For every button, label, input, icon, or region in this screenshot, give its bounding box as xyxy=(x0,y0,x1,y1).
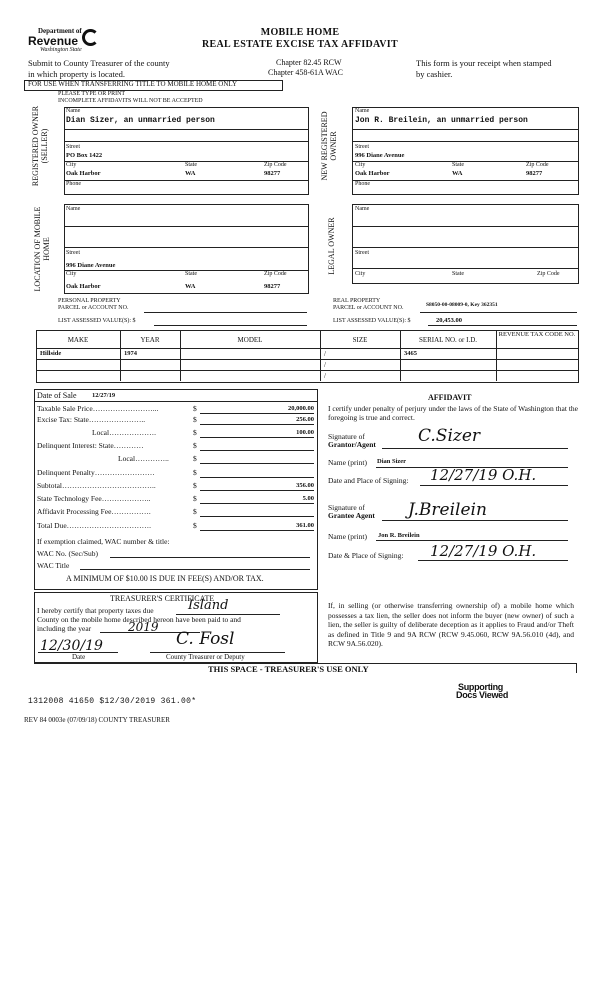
sale-row-label: Taxable Sale Price……………………... xyxy=(37,404,159,413)
legal-city-label: City xyxy=(355,271,366,277)
th-size: SIZE xyxy=(352,336,368,344)
grantee-signature: J.Breilein xyxy=(408,500,487,520)
logo-department-text: Department of xyxy=(38,27,82,35)
seller-city-label: City xyxy=(66,162,77,168)
buyer-name-label: Name xyxy=(355,108,370,114)
sale-row-label: Local………………. xyxy=(92,428,156,437)
incomplete-notice: INCOMPLETE AFFIDAVITS WILL NOT BE ACCEPTED xyxy=(58,98,203,104)
buyer-state-value: WA xyxy=(452,170,463,177)
sale-row-value: 5.00 xyxy=(302,495,314,502)
grantee-sig-label-2: Grantee Agent xyxy=(328,511,375,520)
location-street-value: 996 Diane Avenue xyxy=(66,262,116,269)
real-assessed-value: 20,453.00 xyxy=(436,317,462,324)
supporting-docs-stamp-2: Docs Viewed xyxy=(456,690,509,700)
sale-row-currency: $ xyxy=(193,404,197,413)
th-model: MODEL xyxy=(237,336,263,344)
sale-row-label: Subtotal……………………………….. xyxy=(37,481,156,490)
grantor-sig-label-1: Signature of xyxy=(328,432,365,441)
seller-state-label: State xyxy=(185,162,197,168)
submit-line-2: in which property is located. xyxy=(28,69,126,79)
treasurer-line-3: including the year xyxy=(37,624,92,633)
buyer-side-label: NEW REGISTERED OWNER xyxy=(320,111,338,181)
buyer-city-value: Oak Harbor xyxy=(355,170,390,177)
legal-street-label: Street xyxy=(355,250,369,256)
treasurer-use-only: THIS SPACE - TREASURER'S USE ONLY xyxy=(208,664,369,674)
seller-phone-label: Phone xyxy=(66,181,81,187)
grantor-date-label: Date and Place of Signing: xyxy=(328,476,409,485)
sale-row-value: 256.00 xyxy=(296,416,314,423)
cell-year: 1974 xyxy=(124,350,137,357)
location-state-label: State xyxy=(185,271,197,277)
sale-row-currency: $ xyxy=(193,494,197,503)
buyer-state-label: State xyxy=(452,162,464,168)
seller-street-value: PO Box 1422 xyxy=(66,152,103,159)
date-of-sale-label: Date of Sale xyxy=(37,391,77,400)
legal-zip-label: Zip Code xyxy=(537,271,560,277)
grantor-sig-label-2: Grantor/Agent xyxy=(328,440,376,449)
logo-swoosh-icon xyxy=(82,29,99,46)
treasurer-deputy-label: County Treasurer or Deputy xyxy=(166,653,245,661)
wac-title-label: WAC Title xyxy=(37,561,70,570)
legal-state-label: State xyxy=(452,271,464,277)
sale-row-currency: $ xyxy=(193,481,197,490)
seller-state-value: WA xyxy=(185,170,196,177)
form-title-2: REAL ESTATE EXCISE TAX AFFIDAVIT xyxy=(202,39,398,50)
legal-owner-side-label: LEGAL OWNER xyxy=(327,217,336,275)
grantee-date-label: Date & Place of Signing: xyxy=(328,551,404,560)
transfer-notice: FOR USE WHEN TRANSFERRING TITLE TO MOBILE HOME ONLY xyxy=(28,80,238,88)
grantee-date-place: 12/27/19 O.H. xyxy=(430,542,537,560)
seller-zip-label: Zip Code xyxy=(264,162,287,168)
grantor-name-label: Name (print) xyxy=(328,458,367,467)
real-assessed-label: LIST ASSESSED VALUE(S): $ xyxy=(333,318,411,324)
affidavit-title: AFFIDAVIT xyxy=(428,393,472,402)
grantee-sig-label-1: Signature of xyxy=(328,503,365,512)
sale-row-label: Excise Tax: State………………….. xyxy=(37,415,146,424)
sale-row-currency: $ xyxy=(193,507,197,516)
treasurer-line-1: I hereby certify that property taxes due xyxy=(37,606,154,615)
location-box xyxy=(64,204,309,294)
sale-row-label: Affidavit Processing Fee……………. xyxy=(37,507,151,516)
treasurer-year-hw: 2019 xyxy=(128,620,159,634)
grantee-name-label: Name (print) xyxy=(328,532,367,541)
date-of-sale-value: 12/27/19 xyxy=(92,392,116,399)
cashier-stamp: 1312008 41650 $12/30/2019 361.00* xyxy=(28,697,197,706)
seller-zip-value: 98277 xyxy=(264,170,281,177)
cell-size-sep-2: / xyxy=(324,361,326,369)
buyer-phone-label: Phone xyxy=(355,181,370,187)
treasurer-line-2: County on the mobile home described hereon have been paid to and xyxy=(37,615,241,624)
location-state-value: WA xyxy=(185,283,196,290)
location-city-label: City xyxy=(66,271,77,277)
location-name-label: Name xyxy=(66,206,81,212)
submit-line-1: Submit to County Treasurer of the county xyxy=(28,58,170,68)
sale-row-currency: $ xyxy=(193,441,197,450)
treasurer-title: TREASURER'S CERTIFICATE xyxy=(110,594,215,603)
th-year: YEAR xyxy=(140,336,160,344)
grantor-signature: C.Sizer xyxy=(418,426,481,446)
treasurer-signature: C. Fosl xyxy=(176,629,235,649)
personal-assessed-label: LIST ASSESSED VALUE(S): $ xyxy=(58,318,136,324)
location-city-value: Oak Harbor xyxy=(66,283,101,290)
grantee-name-value: Jon R. Breilein xyxy=(378,532,420,539)
chapter-wac: Chapter 458-61A WAC xyxy=(268,68,343,77)
sale-row-label: Local………….. xyxy=(118,454,169,463)
logo-revenue-text: Revenue xyxy=(28,34,79,48)
minimum-notice: A MINIMUM OF $10.00 IS DUE IN FEE(S) AND/OR TAX. xyxy=(66,574,264,583)
wac-no-label: WAC No. (Sec/Sub) xyxy=(37,549,99,558)
location-street-label: Street xyxy=(66,250,80,256)
real-parcel-value: S8050-00-08009-0, Key 362351 xyxy=(426,302,498,308)
exemption-label: If exemption claimed, WAC number & title: xyxy=(37,537,170,546)
buyer-street-label: Street xyxy=(355,144,369,150)
legal-name-label: Name xyxy=(355,206,370,212)
sale-row-currency: $ xyxy=(193,428,197,437)
th-revenue-code: REVENUE TAX CODE NO. xyxy=(498,331,576,338)
grantor-name-value: Dian Sizer xyxy=(377,458,407,465)
seller-city-value: Oak Harbor xyxy=(66,170,101,177)
location-side-label: LOCATION OF MOBILE HOME xyxy=(33,206,51,292)
sale-row-value: 361.00 xyxy=(296,522,314,529)
grantor-date-place: 12/27/19 O.H. xyxy=(430,466,537,484)
supporting-docs-stamp-1: Supporting xyxy=(458,682,503,692)
sale-row-currency: $ xyxy=(193,521,197,530)
treasurer-date-hw: 12/30/19 xyxy=(40,638,103,654)
sale-row-label: Delinquent Penalty…………………… xyxy=(37,468,155,477)
seller-name-value: Dian Sizer, an unmarried person xyxy=(66,116,215,125)
logo-state-text: Washington State xyxy=(40,47,82,53)
sale-row-label: State Technology Fee……………….. xyxy=(37,494,151,503)
th-serial: SERIAL NO. or I.D. xyxy=(418,336,478,344)
seller-name-label: Name xyxy=(66,108,81,114)
cell-size-sep-3: / xyxy=(324,372,326,380)
sale-row-value: 356.00 xyxy=(296,482,314,489)
sale-row-value: 20,000.00 xyxy=(288,405,314,412)
treasurer-county-hw: Island xyxy=(188,598,229,613)
sale-row-label: Delinquent Interest: State………… xyxy=(37,441,144,450)
receipt-line-2: by cashier. xyxy=(416,69,453,79)
cell-size-sep-1: / xyxy=(324,350,326,358)
cell-make: Hillside xyxy=(40,350,62,357)
sale-row-value: 100.00 xyxy=(296,429,314,436)
seller-street-label: Street xyxy=(66,144,80,150)
real-parcel-label-1: REAL PROPERTY xyxy=(333,298,381,304)
seller-side-label: REGISTERED OWNER (SELLER) xyxy=(31,105,49,187)
sale-row-currency: $ xyxy=(193,415,197,424)
dor-logo xyxy=(26,27,100,55)
form-footer: REV 84 0003e (07/09/18) COUNTY TREASURER xyxy=(24,716,170,724)
sale-row-currency: $ xyxy=(193,454,197,463)
affidavit-certify: I certify under penalty of perjury under the laws of the State of Washington that the foregoing is true and correct. xyxy=(328,404,578,422)
location-zip-label: Zip Code xyxy=(264,271,287,277)
real-parcel-label-2: PARCEL or ACCOUNT NO. xyxy=(333,305,404,311)
cell-serial: 3465 xyxy=(404,350,417,357)
buyer-zip-label: Zip Code xyxy=(526,162,549,168)
treasurer-date-label: Date xyxy=(72,653,86,661)
sale-row-currency: $ xyxy=(193,468,197,477)
sale-row-label: Total Due……………………………. xyxy=(37,521,152,530)
buyer-city-label: City xyxy=(355,162,366,168)
type-notice: PLEASE TYPE OR PRINT xyxy=(58,91,126,97)
personal-parcel-label-2: PARCEL or ACCOUNT NO. xyxy=(58,305,129,311)
receipt-line-1: This form is your receipt when stamped xyxy=(416,58,552,68)
buyer-name-value: Jon R. Breilein, an unmarried person xyxy=(355,116,528,125)
buyer-zip-value: 98277 xyxy=(526,170,543,177)
buyer-street-value: 996 Diane Avenue xyxy=(355,152,405,159)
personal-parcel-label-1: PERSONAL PROPERTY xyxy=(58,298,121,304)
th-make: MAKE xyxy=(67,336,89,344)
form-title-1: MOBILE HOME xyxy=(260,27,340,38)
location-zip-value: 98277 xyxy=(264,283,281,290)
lien-notice: If, in selling (or otherwise transferring ownership of) a mobile home which possesses a tax lien, the seller does not inform the buyer (new owner) of such a lien, the seller is guilty of deliberate deception as it applies to Fraud and/or Theft as defined in Title 9 and 9A RCW (RCW 9.45.060, RCW 9A.56.010 (4d), and RCW 9A.56.020). xyxy=(328,601,574,648)
chapter-rcw: Chapter 82.45 RCW xyxy=(276,58,342,67)
